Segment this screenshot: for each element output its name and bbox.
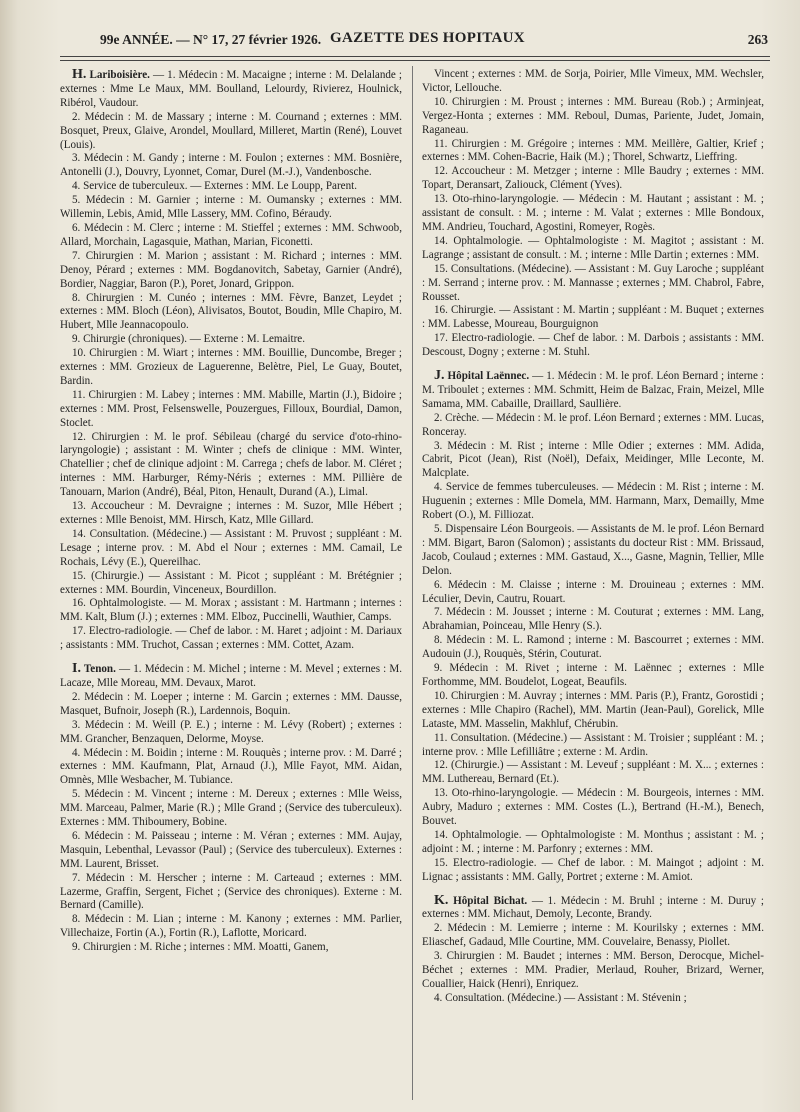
paragraph-text: 8. Chirurgien : M. Cunéo ; internes : MM. Fèvre, Banzet, Leydet ; externes : MM. Bloch (Léon), Alivisatos, Boutot, Boudin, Mlle Chapiro, M. Hubert, Mlle Jeannacopoulo. <box>60 291 402 332</box>
paragraph-text: 9. Médecin : M. Rivet ; interne : M. Laënnec ; externes : Mlle Forthomme, MM. Boudelot, Logeat, Beaufils. <box>422 662 764 688</box>
roster-paragraph <box>422 193 764 235</box>
roster-paragraph <box>422 523 764 579</box>
header-rule-top <box>60 56 770 57</box>
roster-paragraph <box>60 872 402 914</box>
roster-paragraph <box>60 830 402 872</box>
issue-info: 99e ANNÉE. — N° 17, 27 février 1926. <box>100 32 322 47</box>
section-heading <box>434 892 532 908</box>
paragraph-text: 11. Consultation. (Médecine.) — Assistant : M. Troisier ; suppléant : M. ; interne prov. : Mlle Lefilliâtre ; externe : M. Ardin. <box>422 731 764 758</box>
paragraph-text: 10. Chirurgien : M. Auvray ; internes : MM. Paris (P.), Frantz, Gorostidi ; externes : Mlle Chapiro (Rachel), MM. Martin (Jean-Paul), Gorelick, Mlle Lataste, MM. Masselin, Makhluf, Chérubin. <box>422 689 764 730</box>
paragraph-text: 5. Dispensaire Léon Bourgeois. — Assistants de M. le prof. Léon Bernard : MM. Bigart, Baron (Salomon) ; assistants du docteur Rist : MM. Brissaud, Jacob, Coulaud ; externes : MM. Gastaud, X..., Gasne, Magnin, Tellier, Mlle Delon. <box>422 523 764 577</box>
paragraph-text: 15. (Chirurgie.) — Assistant : M. Picot ; suppléant : M. Brétégnier ; externes : MM. Bourdin, Vinceneux, Bourdillon. <box>60 569 402 596</box>
paragraph-text: 2. Crèche. — Médecin : M. le prof. Léon Bernard ; externes : MM. Lucas, Ronceray. <box>422 411 764 438</box>
roster-paragraph <box>422 857 764 885</box>
roster-paragraph <box>422 894 764 923</box>
roster-paragraph <box>60 747 402 789</box>
roster-paragraph <box>60 625 402 653</box>
paragraph-text: 2. Médecin : M. Lemierre ; interne : M. Kourilsky ; externes : MM. Eliaschef, Gadaud, Mlle Courtine, MM. Couvelaire, Benassy, Piollet. <box>422 922 764 949</box>
roster-paragraph <box>422 634 764 662</box>
paragraph-text: 3. Médecin : M. Gandy ; interne : M. Foulon ; externes : MM. Bosnière, Antonelli (J.), Douvry, Lyonnet, Comar, Durel (M.-J.), Vandenbosche. <box>60 152 402 179</box>
paragraph-text: 4. Service de femmes tuberculeuses. — Médecin : M. Rist ; interne : M. Huguenin ; externes : Mlle Domela, MM. Harmann, Marx, Demailly, Mme Robert (O.), M. Filliozat. <box>422 481 764 522</box>
paragraph-text: 6. Médecin : M. Claisse ; interne : M. Drouineau ; externes : MM. Léculier, Devin, Cautru, Rouart. <box>422 578 764 605</box>
roster-paragraph <box>60 788 402 830</box>
paragraph-text: 2. Médecin : M. Loeper ; interne : M. Garcin ; externes : MM. Dausse, Masquet, Bufnoir, Joseph (R.), Lardennois, Boquin. <box>60 690 402 717</box>
roster-paragraph <box>60 180 402 194</box>
hospital-section <box>60 68 402 653</box>
roster-paragraph <box>422 606 764 634</box>
roster-paragraph <box>60 250 402 292</box>
roster-paragraph <box>60 719 402 747</box>
roster-paragraph <box>60 597 402 625</box>
paragraph-text: 16. Chirurgie. — Assistant : M. Martin ; suppléant : M. Buquet ; externes : MM. Labesse, Moureau, Bourguignon <box>422 304 764 331</box>
roster-paragraph <box>422 165 764 193</box>
paragraph-text: — 1. Médecin : M. Macaigne ; interne : M. Delalande ; externes : Mme Le Maux, MM. Boulland, Lelourdy, Rivierez, Houlnick, Ribérol, Vaudour. <box>60 69 402 109</box>
paragraph-text: 3. Chirurgien : M. Baudet ; internes : MM. Berson, Derocque, Michel-Béchet ; externes : MM. Pradier, Merlaud, Rouher, Brizard, Werner, Couallier, Haick (Henri), Enriquez. <box>422 950 764 990</box>
roster-paragraph <box>422 263 764 305</box>
paragraph-text: 13. Oto-rhino-laryngologie. — Médecin : M. Hautant ; assistant : M. ; assistant de consult. : M. ; interne : M. Valat ; externes : Mlle Bondoux, MM. Andrieu, Touchard, Agostini, Romeyer, Rogès. <box>422 193 764 233</box>
roster-paragraph <box>60 500 402 528</box>
paragraph-text: 11. Chirurgien : M. Labey ; internes : MM. Mabille, Martin (J.), Bidoire ; externes : MM. Prost, Felsenswelle, Pouzergues, Filloux, Bourdial, Damon, Stoclet. <box>60 388 402 429</box>
paragraph-text: 14. Consultation. (Médecine.) — Assistant : M. Pruvost ; suppléant : M. Lesage ; interne prov. : M. Abd el Nour ; externes : MM. Camail, Le Rochais, Lévy (E.), Quereilhac. <box>60 527 402 568</box>
roster-paragraph <box>60 389 402 431</box>
paragraph-text: 10. Chirurgien : M. Wiart ; internes : MM. Bouillie, Duncombe, Breger ; externes : MM. Grozieux de Laguerenne, Belètre, Piel, Le Guay, Boutet, Bardin. <box>60 347 402 387</box>
paragraph-text: 7. Médecin : M. Herscher ; interne : M. Carteaud ; externes : MM. Lazerme, Graffin, Sergent, Fichet ; (Service des chroniques). Externe : M. Bernard (Camille). <box>60 871 402 912</box>
roster-paragraph <box>422 690 764 732</box>
paragraph-text: 4. Service de tuberculeux. — Externes : MM. Le Loupp, Parent. <box>72 180 357 193</box>
paragraph-text: 13. Accoucheur : M. Devraigne ; internes : M. Suzor, Mlle Hébert ; externes : Mlle Benoist, MM. Hirsch, Katz, Mlle Gillard. <box>60 500 402 526</box>
paragraph-text: 4. Médecin : M. Boidin ; interne : M. Rouquès ; interne prov. : M. Darré ; externes : MM. Kaufmann, Plat, Arnaud (J.), Mlle Fayot, MM. Aidan, Omnès, Mlle Wesbacher, M. Tubiance. <box>60 746 402 787</box>
section-heading <box>72 69 153 81</box>
paragraph-text: 6. Médecin : M. Clerc ; interne : M. Stieffel ; externes : MM. Schwoob, Allard, Morchain, Lagasquie, Mathan, Marian, Ficonetti. <box>60 221 402 248</box>
roster-paragraph <box>422 412 764 440</box>
roster-paragraph <box>422 235 764 263</box>
roster-paragraph <box>422 369 764 412</box>
roster-paragraph <box>422 662 764 690</box>
paragraph-text: — 1. Médecin : M. Michel ; interne : M. Mevel ; externes : M. Lacaze, Mlle Moreau, MM. Devaux, Marot. <box>60 663 402 689</box>
hospital-name: Hôpital Bichat. <box>448 894 532 907</box>
roster-paragraph <box>422 992 764 1006</box>
page-header <box>100 28 768 50</box>
roster-paragraph <box>422 96 764 138</box>
page-number: 263 <box>747 32 768 47</box>
roster-paragraph <box>422 922 764 950</box>
hospital-section <box>422 68 764 360</box>
roster-paragraph <box>60 570 402 598</box>
roster-paragraph <box>422 579 764 607</box>
roster-paragraph <box>60 528 402 570</box>
roster-paragraph <box>60 431 402 501</box>
paragraph-text: 15. Consultations. (Médecine). — Assistant : M. Guy Laroche ; suppléant : M. Serrand ; interne prov. : M. Mannasse ; externes ; MM. Chabrol, Fabre, Rousset. <box>422 262 764 303</box>
roster-paragraph <box>60 691 402 719</box>
roster-paragraph <box>60 913 402 941</box>
hospital-name: Hôpital Laënnec. <box>444 370 533 383</box>
paragraph-text: 14. Ophtalmologie. — Ophtalmologiste : M. Magitot ; assistant : M. Lagrange ; assistant de consult. : M. ; interne : Mlle Dartin ; externes : MM. <box>422 234 764 261</box>
right-column <box>422 68 764 1100</box>
paragraph-text: 5. Médecin : M. Garnier ; interne : M. Oumansky ; externes : MM. Willemin, Lebis, Amid, Mlle Lassery, MM. Cofino, Béraudy. <box>60 194 402 221</box>
paragraph-text: 15. Electro-radiologie. — Chef de labor. : M. Maingot ; adjoint : M. Lignac ; assistants : MM. Gally, Portret ; externe : M. Amiot. <box>422 856 764 883</box>
hospital-name: Lariboisière. <box>86 69 154 81</box>
paragraph-text: 17. Electro-radiologie. — Chef de labor. : M. Darbois ; assistants : MM. Descoust, Dogny ; externe : M. Stuhl. <box>422 332 764 359</box>
paragraph-text: 17. Electro-radiologie. — Chef de labor. : M. Haret ; adjoint : M. Dariaux ; assistants : MM. Truchot, Cassan ; externes : MM. Cottet, Azam. <box>60 625 402 652</box>
hospital-section <box>60 662 402 955</box>
roster-paragraph <box>60 111 402 153</box>
paragraph-text: 7. Chirurgien : M. Marion ; assistant : M. Richard ; internes : MM. Denoy, Pérard ; externes : MM. Bogdanovitch, Sabetay, Garnier (André), Bordier, Naggiar, Baron (P.), Poret, Jonard, Grippon. <box>60 249 402 290</box>
header-rule-bottom <box>60 60 770 61</box>
roster-paragraph <box>422 68 764 96</box>
paragraph-text: 13. Oto-rhino-laryngologie. — Médecin : M. Bourgeois, internes : MM. Aubry, Maduro ; externes : MM. Costes (L.), Bertrand (H.-M.), Benech, Bouvet. <box>422 787 764 828</box>
roster-paragraph <box>60 941 402 955</box>
hospital-name: Tenon. <box>80 663 119 676</box>
section-letter: J. <box>434 368 445 384</box>
roster-paragraph <box>422 787 764 829</box>
paragraph-text: 7. Médecin : M. Jousset ; interne : M. Couturat ; externes : MM. Lang, Abrahamian, Poinceau, Mlle Henry (S.). <box>422 606 764 633</box>
section-letter: K. <box>434 892 449 908</box>
paragraph-text: 10. Chirurgien : M. Proust ; internes : MM. Bureau (Rob.) ; Arminjeat, Vergez-Honta ; externes : MM. Reboul, Dumas, Pariente, Judet, Jomain, Raganeau. <box>422 95 764 136</box>
roster-paragraph <box>60 333 402 347</box>
left-column <box>60 68 402 1100</box>
roster-paragraph <box>60 662 402 691</box>
paragraph-text: 12. Chirurgien : M. le prof. Sébileau (chargé du service d'oto-rhino-laryngologie) ; assistant : M. Winter ; chefs de clinique : MM. Winter, Chatellier ; chef de clinique adjoint : M. Carrega ; chefs de labor. M. Cléret ; internes : MM. Harburger, Rémy-Néris ; externes : MM. Pillière de Tanouarn, Marion (André), Béal, Piton, Henault, Durand (A.), Limal. <box>60 430 402 499</box>
section-letter: H. <box>72 68 87 82</box>
roster-paragraph <box>60 222 402 250</box>
paragraph-text: 9. Chirurgien : M. Riche ; internes : MM. Moatti, Ganem, <box>72 941 329 954</box>
roster-paragraph <box>60 194 402 222</box>
paragraph-text: 6. Médecin : M. Paisseau ; interne : M. Véran ; externes : MM. Aujay, Masquin, Lebenthal, Levassor (Paul) ; (Service des tuberculeux). Externes : MM. Laurent, Brisset. <box>60 829 402 870</box>
paragraph-text: — 1. Médecin : M. le prof. Léon Bernard ; interne : M. Triboulet ; externes : MM. Schmitt, Heim de Balzac, Frain, Meizel, Mlle Samama, MM. Cabaille, Draillard, Saullière. <box>422 370 764 410</box>
roster-paragraph <box>422 138 764 166</box>
roster-paragraph <box>422 950 764 992</box>
roster-paragraph <box>422 332 764 360</box>
paragraph-text: 8. Médecin : M. Lian ; interne : M. Kanony ; externes : MM. Parlier, Villechaize, Fortin (A.), Fortin (R.), Laflotte, Moricard. <box>60 913 402 940</box>
paragraph-text: Vincent ; externes : MM. de Sorja, Poirier, Mlle Vimeux, MM. Wechsler, Victor, Lellouche. <box>422 68 764 94</box>
roster-paragraph <box>60 347 402 389</box>
paragraph-text: 3. Médecin : M. Weill (P. E.) ; interne : M. Lévy (Robert) ; externes : MM. Grancher, Benzaquen, Delorme, Moyse. <box>60 718 402 745</box>
roster-paragraph <box>60 68 402 111</box>
section-heading <box>72 663 119 675</box>
column-divider <box>412 66 413 1100</box>
roster-paragraph <box>60 152 402 180</box>
section-letter: I. <box>72 661 81 677</box>
paragraph-text: 14. Ophtalmologie. — Ophtalmologiste : M. Monthus ; assistant : M. ; adjoint : M. ; interne : M. Parfonry ; externes : MM. <box>422 828 764 855</box>
paragraph-text: 3. Médecin : M. Rist ; interne : Mlle Odier ; externes : MM. Adida, Cabrit, Picot (Jean), Rist (Noël), Defaix, Meidinger, Mlle Leconte, M. Malcplate. <box>422 439 764 480</box>
roster-paragraph <box>422 732 764 760</box>
journal-title: GAZETTE DES HOPITAUX <box>330 30 525 46</box>
roster-paragraph <box>422 440 764 482</box>
paragraph-text: 16. Ophtalmologiste. — M. Morax ; assistant : M. Hartmann ; internes : MM. Kalt, Blum (J.) ; externes : MM. Elboz, Puccinelli, Wauthier, Camps. <box>60 597 402 624</box>
paragraph-text: — 1. Médecin : M. Bruhl ; interne : M. Duruy ; externes : MM. Michaut, Demoly, Leconte, Brandy. <box>422 894 764 921</box>
paragraph-text: 8. Médecin : M. L. Ramond ; interne : M. Bascourret ; externes : MM. Audouin (J.), Rouquès, Stérin, Couturat. <box>422 634 764 661</box>
roster-paragraph <box>422 829 764 857</box>
paragraph-text: 2. Médecin : M. de Massary ; interne : M. Cournand ; externes : MM. Bosquet, Preux, Glaive, Arondel, Moullard, Milleret, Martin (René), Louvet (Louis). <box>60 110 402 151</box>
paragraph-text: 4. Consultation. (Médecine.) — Assistant : M. Stévenin ; <box>434 991 687 1004</box>
paragraph-text: 12. (Chirurgie.) — Assistant : M. Leveuf ; suppléant : M. X... ; externes : MM. Luthereau, Bernard (Et.). <box>422 759 764 786</box>
paragraph-text: 5. Médecin : M. Vincent ; interne : M. Dereux ; externes : Mlle Weiss, MM. Marceau, Palmer, Marie (R.) ; Mlle Grand ; (Service des tuberculeux). Externes : MM. Thiboumery, Bobine. <box>60 788 402 829</box>
section-heading <box>434 370 532 382</box>
hospital-section <box>422 894 764 1006</box>
hospital-section <box>422 369 764 885</box>
paragraph-text: 11. Chirurgien : M. Grégoire ; internes : MM. Meillère, Galtier, Krief ; externes : MM. Cohen-Bacrie, Haik (M.) ; Thorel, Schwartz, Lieffring. <box>422 137 764 164</box>
roster-paragraph <box>422 304 764 332</box>
paragraph-text: 9. Chirurgie (chroniques). — Externe : M. Lemaitre. <box>72 333 306 346</box>
roster-paragraph <box>422 759 764 787</box>
roster-paragraph <box>60 292 402 334</box>
roster-paragraph <box>422 481 764 523</box>
paragraph-text: 12. Accoucheur : M. Metzger ; interne : Mlle Baudry ; externes : MM. Topart, Deransart, Zaliouck, Clément (Yves). <box>422 165 764 192</box>
